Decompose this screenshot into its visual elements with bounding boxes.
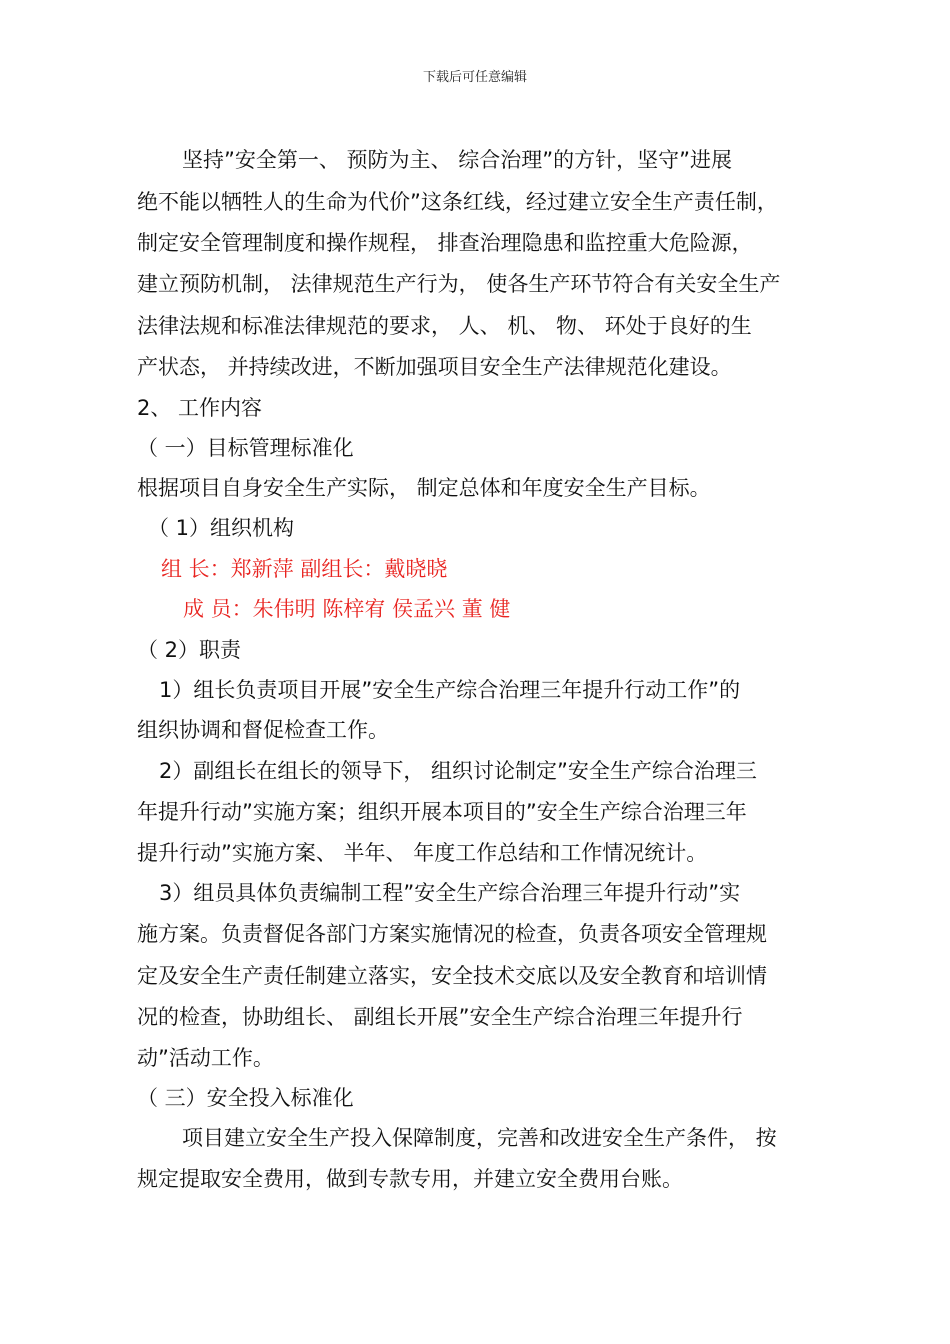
team-members: 成 员：朱伟明 陈梓宥 侯孟兴 董 健: [183, 597, 511, 621]
paragraph-line: 规定提取安全费用，做到专款专用，并建立安全费用台账。: [137, 1167, 683, 1191]
duty-line: 2）副组长在组长的领导下， 组织讨论制定”安全生产综合治理三: [159, 759, 757, 783]
duty-line: 施方案。负责督促各部门方案实施情况的检查，负责各项安全管理规: [137, 922, 767, 946]
paragraph-line: 根据项目自身安全生产实际， 制定总体和年度安全生产目标。: [137, 476, 711, 500]
paragraph-line: 制定安全管理制度和操作规程， 排查治理隐患和监控重大危险源，: [137, 231, 753, 255]
item-heading: （ 1）组织机构: [148, 516, 295, 540]
paragraph-line: 绝不能以牺牲人的生命为代价”这条红线，经过建立安全生产责任制，: [137, 190, 778, 214]
paragraph-line: 产状态， 并持续改进，不断加强项目安全生产法律规范化建设。: [137, 355, 732, 379]
subsection-heading: （ 三）安全投入标准化: [137, 1086, 354, 1110]
duty-line: 3）组员具体负责编制工程”安全生产综合治理三年提升行动”实: [159, 881, 741, 905]
paragraph-line: 法律法规和标准法律规范的要求， 人、 机、 物、 环处于良好的生: [137, 314, 752, 338]
duty-line: 1）组长负责项目开展”安全生产综合治理三年提升行动工作”的: [159, 678, 741, 702]
item-heading: （ 2）职责: [137, 638, 242, 662]
paragraph-line: 项目建立安全生产投入保障制度，完善和改进安全生产条件， 按: [182, 1126, 777, 1150]
team-leaders: 组 长：郑新萍 副组长：戴晓晓: [161, 557, 448, 581]
duty-line: 况的检查，协助组长、 副组长开展”安全生产综合治理三年提升行: [137, 1005, 743, 1029]
duty-line: 定及安全生产责任制建立落实，安全技术交底以及安全教育和培训情: [137, 964, 767, 988]
page-header: 下载后可任意编辑: [422, 70, 527, 85]
duty-line: 动”活动工作。: [137, 1046, 274, 1070]
subsection-heading: （ 一）目标管理标准化: [137, 436, 354, 460]
section-heading: 2、 工作内容: [137, 396, 263, 420]
duty-line: 提升行动”实施方案、 半年、 年度工作总结和工作情况统计。: [137, 841, 708, 865]
paragraph-line: 坚持”安全第一、 预防为主、 综合治理”的方针，坚守”进展: [182, 148, 732, 172]
duty-line: 年提升行动”实施方案；组织开展本项目的”安全生产综合治理三年: [137, 800, 747, 824]
duty-line: 组织协调和督促检查工作。: [137, 718, 389, 742]
paragraph-line: 建立预防机制， 法律规范生产行为， 使各生产环节符合有关安全生产: [137, 272, 781, 296]
